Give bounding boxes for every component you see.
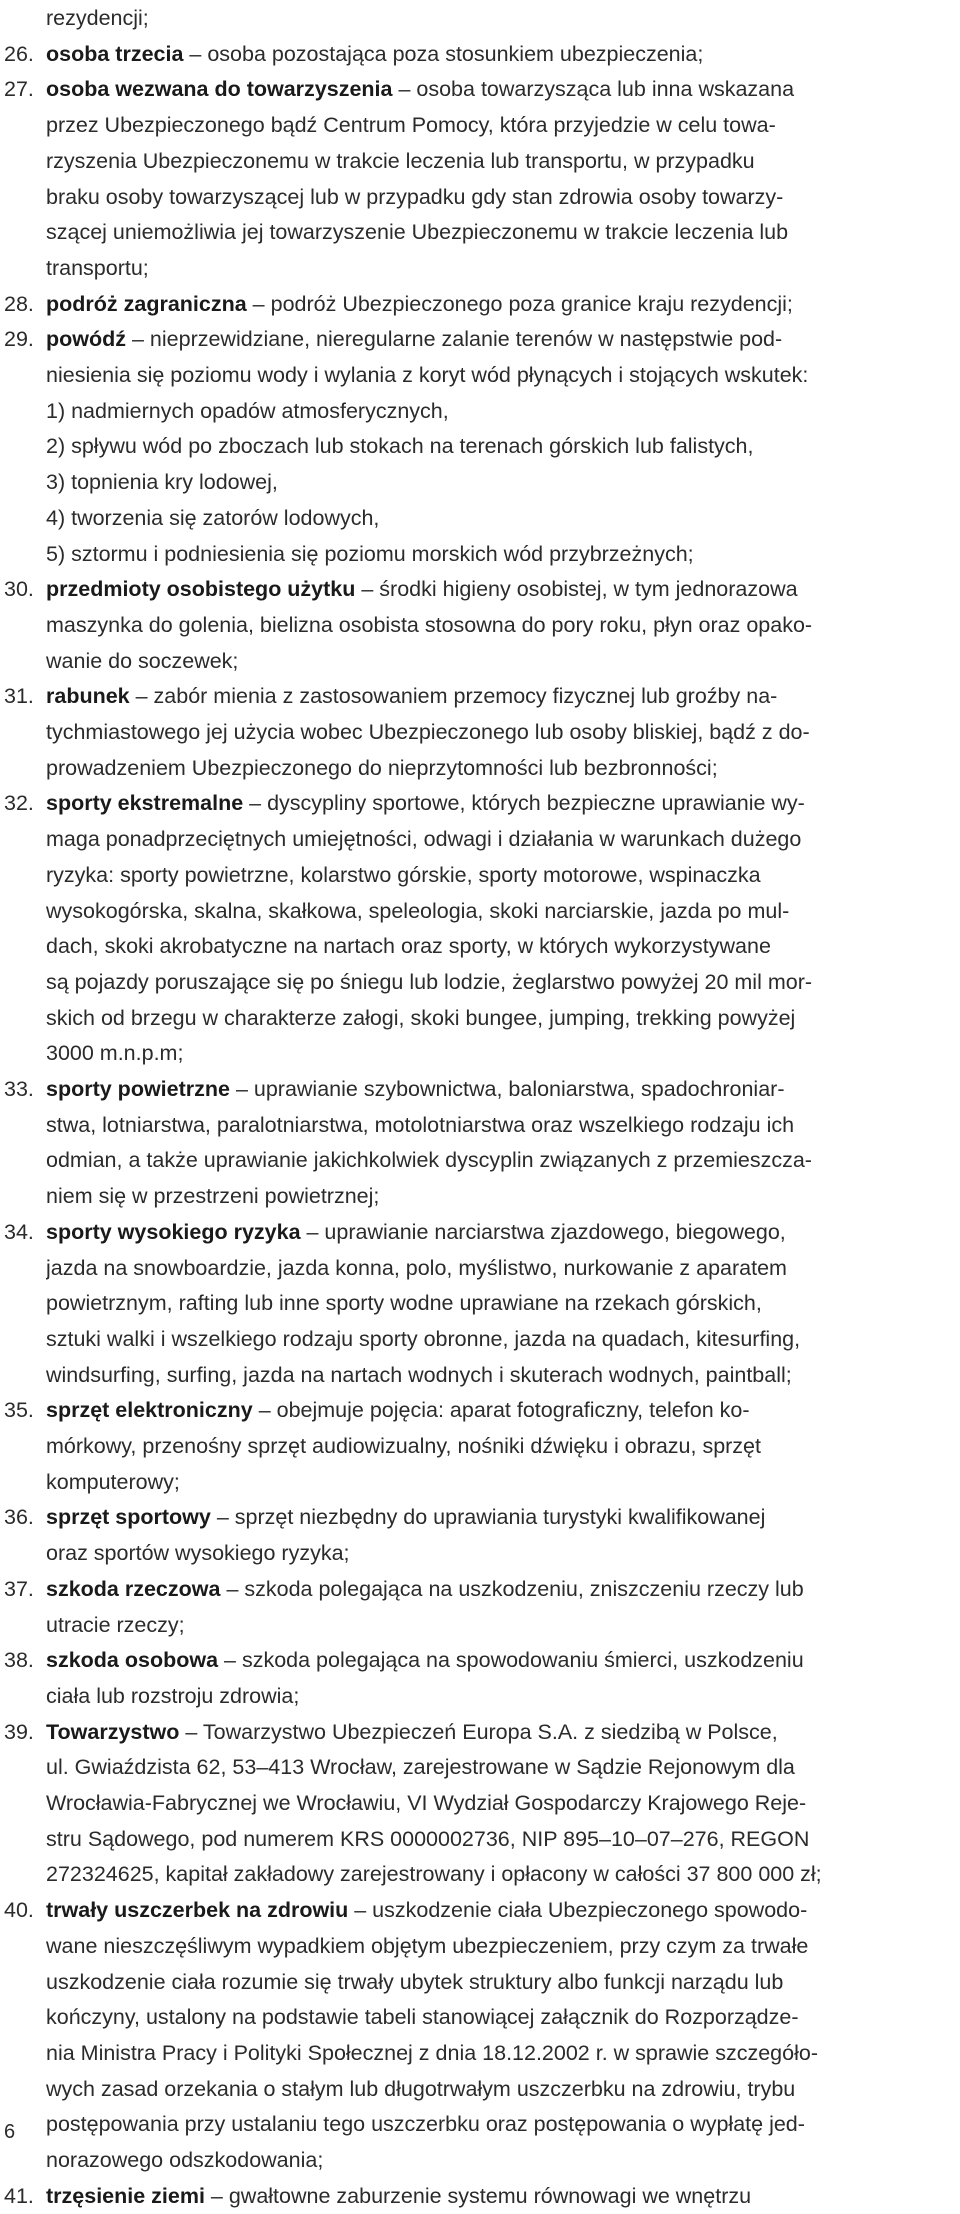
line-text bbox=[46, 1714, 958, 1750]
definition-text: wysokogórska, skalna, skałkowa, speleologia, skoki narciarskie, jazda po mul- bbox=[46, 898, 790, 923]
line-text bbox=[46, 1071, 958, 1107]
item-number: 28. bbox=[4, 291, 34, 316]
line-text bbox=[46, 1000, 958, 1036]
definition-text: ciała lub rozstroju zdrowia; bbox=[46, 1683, 300, 1708]
definition-text: – środki higieny osobistej, w tym jednorazowa bbox=[355, 577, 798, 602]
line-text bbox=[46, 1571, 958, 1607]
definition-text: przez Ubezpieczonego bądź Centrum Pomocy, która przyjedzie w celu towa- bbox=[46, 113, 776, 138]
text-line bbox=[0, 1856, 960, 1892]
definition-text: 1) nadmiernych opadów atmosferycznych, bbox=[46, 398, 449, 423]
line-text bbox=[46, 1642, 958, 1678]
item-number: 34. bbox=[4, 1219, 34, 1244]
definition-text: – gwałtowne zaburzenie systemu równowagi we wnętrzu bbox=[204, 2183, 752, 2208]
definition-text: – uprawianie szybownictwa, baloniarstwa, spadochroniar- bbox=[229, 1077, 785, 1101]
line-text bbox=[46, 1607, 958, 1643]
line-text bbox=[46, 2178, 958, 2214]
definition-text: mórkowy, przenośny sprzęt audiowizualny, nośniki dźwięku i obrazu, sprzęt bbox=[46, 1434, 761, 1458]
text-line bbox=[0, 143, 960, 179]
definition-text: – obejmuje pojęcia: aparat fotograficzny, telefon ko- bbox=[252, 1398, 750, 1423]
definition-text: transportu; bbox=[46, 255, 149, 280]
line-text bbox=[46, 1464, 958, 1500]
text-line bbox=[0, 1321, 960, 1357]
line-text bbox=[46, 536, 958, 572]
text-line bbox=[0, 643, 960, 679]
definition-text: prowadzeniem Ubezpieczonego do nieprzytomności lub bezbronności; bbox=[46, 755, 718, 780]
text-line bbox=[0, 1678, 960, 1714]
definition-text: – sprzęt niezbędny do uprawiania turystyki kwalifikowanej bbox=[210, 1505, 766, 1530]
definition-text: wane nieszczęśliwym wypadkiem objętym ubezpieczeniem, przy czym za trwałe bbox=[46, 1933, 809, 1958]
text-line bbox=[0, 500, 960, 536]
line-text bbox=[46, 250, 958, 286]
defined-term: osoba wezwana do towarzyszenia bbox=[46, 77, 393, 102]
definition-text: niesienia się poziomu wody i wylania z koryt wód płynących i stojących wskutek: bbox=[46, 363, 809, 387]
defined-term: sprzęt elektroniczny bbox=[46, 1398, 253, 1423]
page-number: 6 bbox=[4, 2121, 16, 2143]
line-text bbox=[46, 571, 958, 607]
text-line bbox=[0, 964, 960, 1000]
definition-text: norazowego odszkodowania; bbox=[46, 2148, 324, 2172]
defined-term: sprzęt sportowy bbox=[46, 1505, 211, 1530]
text-line bbox=[0, 1428, 960, 1464]
definition-text: 3) topnienia kry lodowej, bbox=[46, 470, 278, 495]
text-line bbox=[0, 464, 960, 500]
line-text bbox=[46, 36, 958, 72]
text-line bbox=[0, 1999, 960, 2035]
line-text bbox=[46, 1785, 958, 1821]
text-line bbox=[0, 1000, 960, 1036]
text-line bbox=[0, 1357, 960, 1393]
definition-text: – dyscypliny sportowe, których bezpieczne uprawianie wy- bbox=[243, 791, 805, 816]
item-number: 27. bbox=[4, 77, 34, 102]
text-line bbox=[0, 1107, 960, 1143]
text-line bbox=[0, 1142, 960, 1178]
definition-text: skich od brzegu w charakterze załogi, skoki bungee, jumping, trekking powyżej bbox=[46, 1005, 796, 1030]
text-line bbox=[0, 607, 960, 643]
text-line bbox=[0, 1499, 960, 1535]
line-text bbox=[46, 464, 958, 500]
line-text bbox=[46, 1499, 958, 1535]
text-line bbox=[0, 1214, 960, 1250]
line-text bbox=[46, 393, 958, 429]
text-line bbox=[0, 1285, 960, 1321]
line-text bbox=[46, 1892, 958, 1928]
text-line bbox=[0, 1642, 960, 1678]
line-text bbox=[46, 1428, 958, 1464]
text-line bbox=[0, 2178, 960, 2214]
text-line bbox=[0, 286, 960, 322]
definition-text: maszynka do golenia, bielizna osobista stosowna do pory roku, płyn oraz opako- bbox=[46, 612, 813, 637]
defined-term: sporty ekstremalne bbox=[46, 791, 244, 816]
defined-term: podróż zagraniczna bbox=[46, 291, 247, 316]
definition-text: stwa, lotniarstwa, paralotniarstwa, motolotniarstwa oraz wszelkiego rodzaju ich bbox=[46, 1112, 795, 1137]
line-text bbox=[46, 179, 958, 215]
item-number: 29. bbox=[4, 327, 34, 352]
line-text bbox=[46, 500, 958, 536]
defined-term: trzęsienie ziemi bbox=[46, 2183, 205, 2208]
definition-text: są pojazdy poruszające się po śniegu lub lodzie, żeglarstwo powyżej 20 mil mor- bbox=[46, 969, 813, 994]
line-text bbox=[46, 1214, 958, 1250]
definition-text: – nieprzewidziane, nieregularne zalanie terenów w następstwie pod- bbox=[126, 327, 783, 352]
line-text bbox=[46, 1678, 958, 1714]
line-text bbox=[46, 678, 958, 714]
text-line bbox=[0, 1714, 960, 1750]
definition-text: Wrocławia-Fabrycznej we Wrocławiu, VI Wydział Gospodarczy Krajowego Reje- bbox=[46, 1791, 807, 1815]
line-text bbox=[46, 1821, 958, 1857]
definition-text: maga ponadprzeciętnych umiejętności, odwagi i działania w warunkach dużego bbox=[46, 827, 802, 852]
line-text bbox=[46, 643, 958, 679]
definition-text: – uszkodzenie ciała Ubezpieczonego spowodo- bbox=[348, 1898, 808, 1923]
item-number: 31. bbox=[4, 684, 34, 709]
defined-term: rabunek bbox=[46, 684, 130, 709]
definition-text: ul. Gwiaździsta 62, 53–413 Wrocław, zarejestrowane w Sądzie Rejonowym dla bbox=[46, 1755, 795, 1780]
line-text bbox=[46, 2071, 958, 2107]
defined-term: sporty powietrzne bbox=[46, 1077, 230, 1101]
text-line bbox=[0, 2071, 960, 2107]
text-line bbox=[0, 428, 960, 464]
definition-text: odmian, a także uprawianie jakichkolwiek dyscyplin związanych z przemieszcza- bbox=[46, 1148, 812, 1173]
text-line bbox=[0, 1571, 960, 1607]
line-text bbox=[46, 893, 958, 929]
definition-text: komputerowy; bbox=[46, 1469, 180, 1494]
line-text bbox=[46, 714, 958, 750]
definition-text: tychmiastowego jej użycia wobec Ubezpieczonego lub osoby bliskiej, bądź z do- bbox=[46, 720, 810, 744]
definition-text: – zabór mienia z zastosowaniem przemocy fizycznej lub groźby na- bbox=[129, 684, 778, 709]
definition-text: – podróż Ubezpieczonego poza granice kraju rezydencji; bbox=[246, 291, 793, 316]
definition-text: 5) sztormu i podniesienia się poziomu morskich wód przybrzeżnych; bbox=[46, 541, 694, 566]
line-text bbox=[46, 1107, 958, 1143]
line-text bbox=[46, 1999, 958, 2035]
item-number: 30. bbox=[4, 577, 34, 602]
definition-text: – szkoda polegająca na spowodowaniu śmierci, uszkodzeniu bbox=[218, 1648, 804, 1673]
line-text bbox=[46, 1392, 958, 1428]
line-text bbox=[46, 71, 958, 107]
text-line bbox=[0, 1892, 960, 1928]
item-number: 38. bbox=[4, 1648, 34, 1673]
line-text bbox=[46, 1035, 958, 1071]
item-number: 39. bbox=[4, 1719, 34, 1744]
definition-text: kończyny, ustalony na podstawie tabeli stanowiącej załącznik do Rozporządze- bbox=[46, 2005, 799, 2030]
definition-text: nia Ministra Pracy i Polityki Społecznej z dnia 18.12.2002 r. w sprawie szczegóło- bbox=[46, 2040, 818, 2065]
line-text bbox=[46, 821, 958, 857]
text-line bbox=[0, 1964, 960, 2000]
definition-text: ryzyka: sporty powietrzne, kolarstwo górskie, sporty motorowe, wspinaczka bbox=[46, 862, 761, 887]
item-number: 36. bbox=[4, 1505, 34, 1530]
line-text bbox=[46, 428, 958, 464]
text-line bbox=[0, 1821, 960, 1857]
definition-text: windsurfing, surfing, jazda na nartach wodnych i skuterach wodnych, paintball; bbox=[46, 1362, 792, 1387]
line-text bbox=[46, 1321, 958, 1357]
definition-text: utracie rzeczy; bbox=[46, 1612, 185, 1637]
definition-text: – uprawianie narciarstwa zjazdowego, biegowego, bbox=[300, 1219, 786, 1244]
defined-term: osoba trzecia bbox=[46, 41, 184, 66]
text-line bbox=[0, 179, 960, 215]
definition-text: jazda na snowboardzie, jazda konna, polo, myślistwo, nurkowanie z aparatem bbox=[46, 1255, 787, 1280]
text-line bbox=[0, 1071, 960, 1107]
text-line bbox=[0, 893, 960, 929]
definition-text: stru Sądowego, pod numerem KRS 0000002736, NIP 895–10–07–276, REGON bbox=[46, 1826, 810, 1851]
item-number: 35. bbox=[4, 1398, 34, 1423]
text-line bbox=[0, 678, 960, 714]
definition-text: wanie do soczewek; bbox=[46, 648, 239, 673]
definition-text: wych zasad orzekania o stałym lub długotrwałym uszczerbku na zdrowiu, trybu bbox=[46, 2076, 796, 2101]
text-line bbox=[0, 214, 960, 250]
line-text bbox=[46, 1535, 958, 1571]
definition-text: rezydencji; bbox=[46, 6, 149, 30]
line-text bbox=[46, 1285, 958, 1321]
text-line bbox=[0, 1535, 960, 1571]
text-line bbox=[0, 250, 960, 286]
line-text bbox=[46, 0, 958, 36]
line-text bbox=[46, 1856, 958, 1892]
line-text bbox=[46, 321, 958, 357]
text-line bbox=[0, 0, 960, 36]
text-line bbox=[0, 1250, 960, 1286]
text-line bbox=[0, 536, 960, 572]
text-line bbox=[0, 785, 960, 821]
text-line bbox=[0, 821, 960, 857]
text-line bbox=[0, 857, 960, 893]
item-number: 40. bbox=[4, 1898, 34, 1923]
definition-text: oraz sportów wysokiego ryzyka; bbox=[46, 1541, 350, 1566]
text-line bbox=[0, 1392, 960, 1428]
line-text bbox=[46, 928, 958, 964]
line-text bbox=[46, 1964, 958, 2000]
defined-term: przedmioty osobistego użytku bbox=[46, 577, 356, 602]
definition-text: – osoba pozostająca poza stosunkiem ubezpieczenia; bbox=[183, 41, 704, 66]
definition-text: sztuki walki i wszelkiego rodzaju sporty obronne, jazda na quadach, kitesurfing, bbox=[46, 1326, 801, 1351]
line-text bbox=[46, 785, 958, 821]
text-line bbox=[0, 2106, 960, 2142]
line-text bbox=[46, 2142, 958, 2178]
item-number: 37. bbox=[4, 1576, 34, 1601]
line-text bbox=[46, 1357, 958, 1393]
line-text bbox=[46, 143, 958, 179]
definition-text: rzyszenia Ubezpieczonemu w trakcie leczenia lub transportu, w przypadku bbox=[46, 148, 755, 173]
defined-term: szkoda osobowa bbox=[46, 1648, 219, 1673]
text-line bbox=[0, 2142, 960, 2178]
definition-text: – Towarzystwo Ubezpieczeń Europa S.A. z siedzibą w Polsce, bbox=[179, 1719, 778, 1744]
text-line bbox=[0, 107, 960, 143]
definition-text: 3000 m.n.p.m; bbox=[46, 1041, 184, 1066]
definition-text: niem się w przestrzeni powietrznej; bbox=[46, 1184, 380, 1209]
line-text bbox=[46, 1178, 958, 1214]
defined-term: sporty wysokiego ryzyka bbox=[46, 1219, 301, 1244]
definition-text: szącej uniemożliwia jej towarzyszenie Ubezpieczonemu w trakcie leczenia lub bbox=[46, 220, 789, 245]
text-line bbox=[0, 393, 960, 429]
line-text bbox=[46, 1250, 958, 1286]
text-line bbox=[0, 714, 960, 750]
text-line bbox=[0, 2035, 960, 2071]
definition-text: – szkoda polegająca na uszkodzeniu, zniszczeniu rzeczy lub bbox=[220, 1576, 804, 1601]
line-text bbox=[46, 286, 958, 322]
item-number: 33. bbox=[4, 1077, 34, 1101]
definition-text: postępowania przy ustalaniu tego uszczerbku oraz postępowania o wypłatę jed- bbox=[46, 2112, 805, 2137]
line-text bbox=[46, 1928, 958, 1964]
defined-term: Towarzystwo bbox=[46, 1719, 180, 1744]
line-text bbox=[46, 2035, 958, 2071]
defined-term: powódź bbox=[46, 327, 127, 352]
text-line bbox=[0, 928, 960, 964]
line-text bbox=[46, 750, 958, 786]
line-text bbox=[46, 214, 958, 250]
definition-text: uszkodzenie ciała rozumie się trwały ubytek struktury albo funkcji narządu lub bbox=[46, 1969, 784, 1994]
text-line bbox=[0, 1464, 960, 1500]
line-text bbox=[46, 1749, 958, 1785]
text-line bbox=[0, 357, 960, 393]
line-text bbox=[46, 2106, 958, 2142]
definition-text: powietrznym, rafting lub inne sporty wodne uprawiane na rzekach górskich, bbox=[46, 1291, 762, 1316]
line-text bbox=[46, 964, 958, 1000]
line-text bbox=[46, 607, 958, 643]
definition-text: 272324625, kapitał zakładowy zarejestrowany i opłacony w całości 37 800 000 zł; bbox=[46, 1862, 822, 1887]
text-line bbox=[0, 571, 960, 607]
definition-text: dach, skoki akrobatyczne na nartach oraz sporty, w których wykorzystywane bbox=[46, 934, 771, 959]
text-line bbox=[0, 1607, 960, 1643]
text-line bbox=[0, 1928, 960, 1964]
line-text bbox=[46, 1142, 958, 1178]
text-line bbox=[0, 1035, 960, 1071]
definition-text: – osoba towarzysząca lub inna wskazana bbox=[392, 77, 795, 102]
definition-text: 4) tworzenia się zatorów lodowych, bbox=[46, 505, 380, 530]
text-line bbox=[0, 1178, 960, 1214]
item-number: 32. bbox=[4, 791, 34, 816]
line-text bbox=[46, 357, 958, 393]
text-line bbox=[0, 36, 960, 72]
defined-term: trwały uszczerbek na zdrowiu bbox=[46, 1898, 349, 1923]
text-line bbox=[0, 750, 960, 786]
text-line bbox=[0, 1749, 960, 1785]
item-number: 41. bbox=[4, 2183, 34, 2208]
item-number: 26. bbox=[4, 41, 34, 66]
definition-text: braku osoby towarzyszącej lub w przypadku gdy stan zdrowia osoby towarzy- bbox=[46, 184, 784, 209]
text-line bbox=[0, 1785, 960, 1821]
line-text bbox=[46, 857, 958, 893]
line-text bbox=[46, 107, 958, 143]
text-line bbox=[0, 321, 960, 357]
defined-term: szkoda rzeczowa bbox=[46, 1576, 221, 1601]
text-line bbox=[0, 71, 960, 107]
definition-text: 2) spływu wód po zboczach lub stokach na terenach górskich lub falistych, bbox=[46, 434, 754, 459]
